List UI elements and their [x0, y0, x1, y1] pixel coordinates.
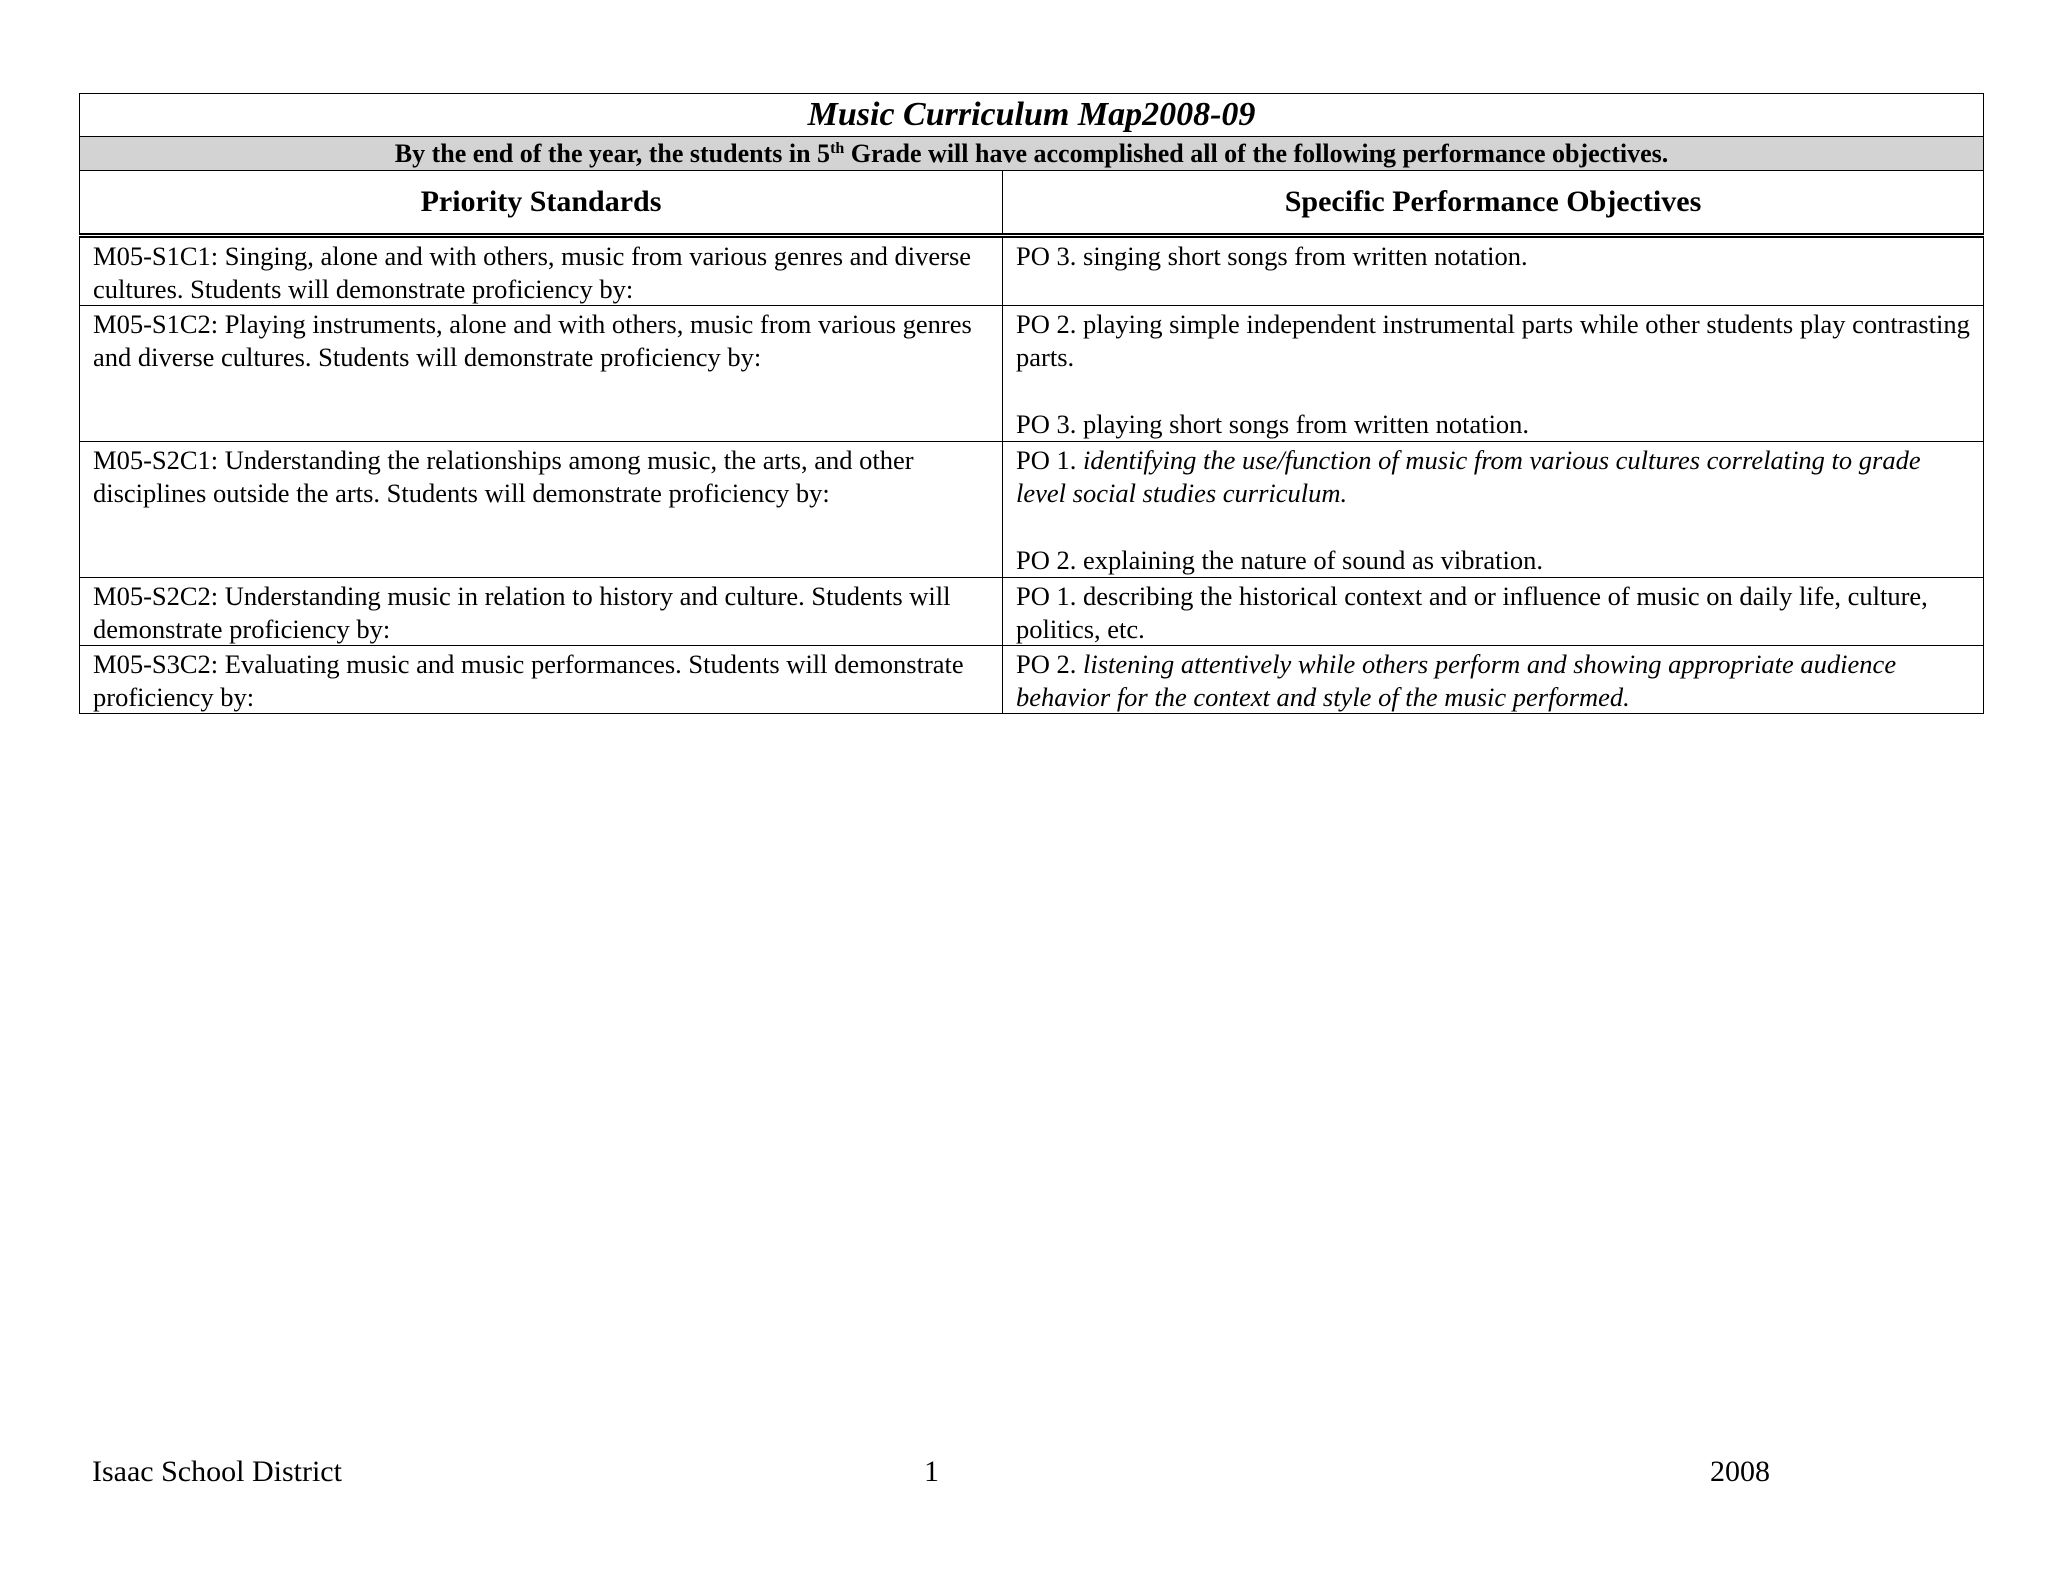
standard-cell: M05-S2C2: Understanding music in relation to history and culture. Students will demonstrate proficiency by:	[80, 578, 1003, 646]
title-row	[80, 94, 1984, 137]
objectives-cell	[1003, 578, 1984, 646]
table-row	[80, 306, 1984, 442]
objective-item	[1016, 408, 1971, 441]
column-header-standards: Priority Standards	[80, 171, 1003, 236]
standard-cell: M05-S1C1: Singing, alone and with others, music from various genres and diverse cultures. Students will demonstrate proficiency by:	[80, 236, 1003, 306]
objective-item	[1016, 648, 1971, 713]
objectives-cell	[1003, 646, 1984, 714]
objective-prefix: PO 2.	[1016, 649, 1084, 679]
footer-year: 2008	[1710, 1455, 1770, 1488]
table-row	[80, 236, 1984, 306]
objective-prefix: PO 3.	[1016, 409, 1084, 439]
objective-text: describing the historical context and or influence of music on daily life, culture, politics, etc.	[1016, 581, 1928, 644]
objectives-cell	[1003, 442, 1984, 578]
objective-text: explaining the nature of sound as vibration.	[1083, 545, 1543, 575]
objectives-cell	[1003, 306, 1984, 442]
table-row	[80, 646, 1984, 714]
objective-text: playing short songs from written notation.	[1083, 409, 1530, 439]
table-row	[80, 442, 1984, 578]
standard-cell: M05-S1C2: Playing instruments, alone and with others, music from various genres and diverse cultures. Students will demonstrate proficiency by:	[80, 306, 1003, 442]
subtitle-row	[80, 137, 1984, 171]
standard-cell: M05-S2C1: Understanding the relationships among music, the arts, and other disciplines outside the arts. Students will demonstrate proficiency by:	[80, 442, 1003, 578]
objective-prefix: PO 1.	[1016, 445, 1084, 475]
standard-cell: M05-S3C2: Evaluating music and music performances. Students will demonstrate proficiency by:	[80, 646, 1003, 714]
footer-page-number: 1	[924, 1455, 939, 1488]
column-header-objectives: Specific Performance Objectives	[1003, 171, 1984, 236]
subtitle-text-after: Grade will have accomplished all of the following performance objectives.	[844, 139, 1669, 168]
footer-district: Isaac School District	[92, 1455, 342, 1488]
objective-item	[1016, 308, 1971, 373]
objective-spacer	[1016, 509, 1971, 544]
column-header-row	[80, 171, 1984, 236]
objective-prefix: PO 3.	[1016, 241, 1084, 271]
objective-item	[1016, 444, 1971, 509]
objectives-cell	[1003, 236, 1984, 306]
objective-spacer	[1016, 373, 1971, 408]
objective-prefix: PO 2.	[1016, 309, 1084, 339]
objective-text: identifying the use/function of music from various cultures correlating to grade level social studies curriculum.	[1016, 445, 1921, 508]
subtitle-superscript: th	[830, 140, 845, 157]
objective-item	[1016, 544, 1971, 577]
document-subtitle	[80, 137, 1984, 171]
objective-text: playing simple independent instrumental parts while other students play contrasting parts.	[1016, 309, 1970, 372]
objective-prefix: PO 2.	[1016, 545, 1084, 575]
objective-item	[1016, 580, 1971, 645]
document-title: Music Curriculum Map2008-09	[80, 94, 1984, 137]
subtitle-text-before: By the end of the year, the students in 5	[394, 139, 831, 168]
objective-text: listening attentively while others perform and showing appropriate audience behavior for the context and style of the music performed.	[1016, 649, 1897, 712]
objective-prefix: PO 1.	[1016, 581, 1084, 611]
table-row	[80, 578, 1984, 646]
curriculum-map-table	[79, 93, 1984, 714]
objective-item	[1016, 240, 1971, 273]
objective-text: singing short songs from written notation.	[1083, 241, 1528, 271]
